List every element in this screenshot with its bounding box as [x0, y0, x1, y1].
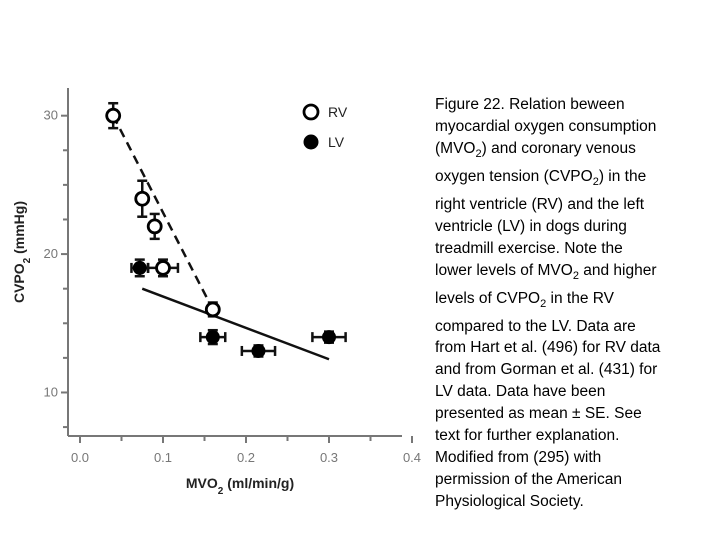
caption-line: from Hart et al. (496) for RV data: [435, 339, 661, 357]
caption-line: $(MVO_2)$ and coronary venous: [435, 139, 636, 160]
x-tick-label: 0.1: [153, 450, 173, 465]
rv-data-point: [148, 220, 161, 233]
caption-line: permission of the American: [435, 470, 622, 488]
caption-line: Modified from (295) with: [435, 448, 602, 466]
lv-legend-label: LV: [328, 134, 345, 150]
rv-legend-label: RV: [328, 104, 348, 120]
legend: [304, 104, 348, 150]
lv-data-point: [323, 331, 336, 344]
y-axis-title: $CVPO_2$ (mmHg): [11, 200, 33, 304]
rv-data-point: [157, 261, 170, 274]
lv-data-point: [252, 344, 265, 357]
caption-line: and from Gorman et al. (431) for: [435, 361, 658, 379]
lv-legend-marker: [304, 135, 318, 149]
rv-data-point: [107, 109, 120, 122]
caption-line: presented as mean ± SE. See: [435, 405, 642, 423]
y-tick-label: 20: [43, 246, 58, 262]
caption-line: oxygen tension $(CVPO_2)$ in the: [435, 167, 647, 188]
x-tick-label: 0.3: [319, 450, 339, 465]
x-tick-label: 0.2: [236, 450, 256, 465]
lv-trend-line: [142, 289, 329, 360]
caption-line: compared to the LV. Data are: [435, 317, 636, 335]
x-tick-label: 0.0: [70, 450, 90, 465]
caption-line: right ventricle (RV) and the left: [435, 195, 645, 213]
caption-line: lower levels of $MVO_2$ and higher: [435, 261, 657, 282]
lv-data-point: [206, 331, 219, 344]
x-axis-title: $MVO_2$ (ml/min/g): [185, 475, 295, 497]
caption-line: text for further explanation.: [435, 427, 620, 445]
caption-line: levels of $CVPO_2$ in the RV: [435, 289, 615, 310]
data-markers: [107, 109, 336, 357]
lv-data-point: [133, 261, 146, 274]
rv-data-point: [206, 303, 219, 316]
rv-data-point: [136, 192, 149, 205]
caption-line: treadmill exercise. Note the: [435, 239, 623, 257]
caption-line: Figure 22. Relation beween: [435, 96, 625, 113]
figure-caption: [435, 94, 715, 513]
axes: [44, 88, 422, 465]
caption-line: ventricle (LV) in dogs during: [435, 217, 627, 235]
x-tick-label: 0.4: [402, 450, 422, 465]
caption-line: myocardial oxygen consumption: [435, 117, 657, 135]
caption-line: Physiological Society.: [435, 492, 584, 510]
rv-legend-marker: [304, 105, 318, 119]
y-tick-label: 30: [43, 107, 58, 123]
caption-line: LV data. Data have been: [435, 383, 606, 401]
trend-lines: [113, 116, 329, 360]
y-tick-label: 10: [43, 384, 58, 400]
rv-trend-line: [113, 116, 213, 310]
